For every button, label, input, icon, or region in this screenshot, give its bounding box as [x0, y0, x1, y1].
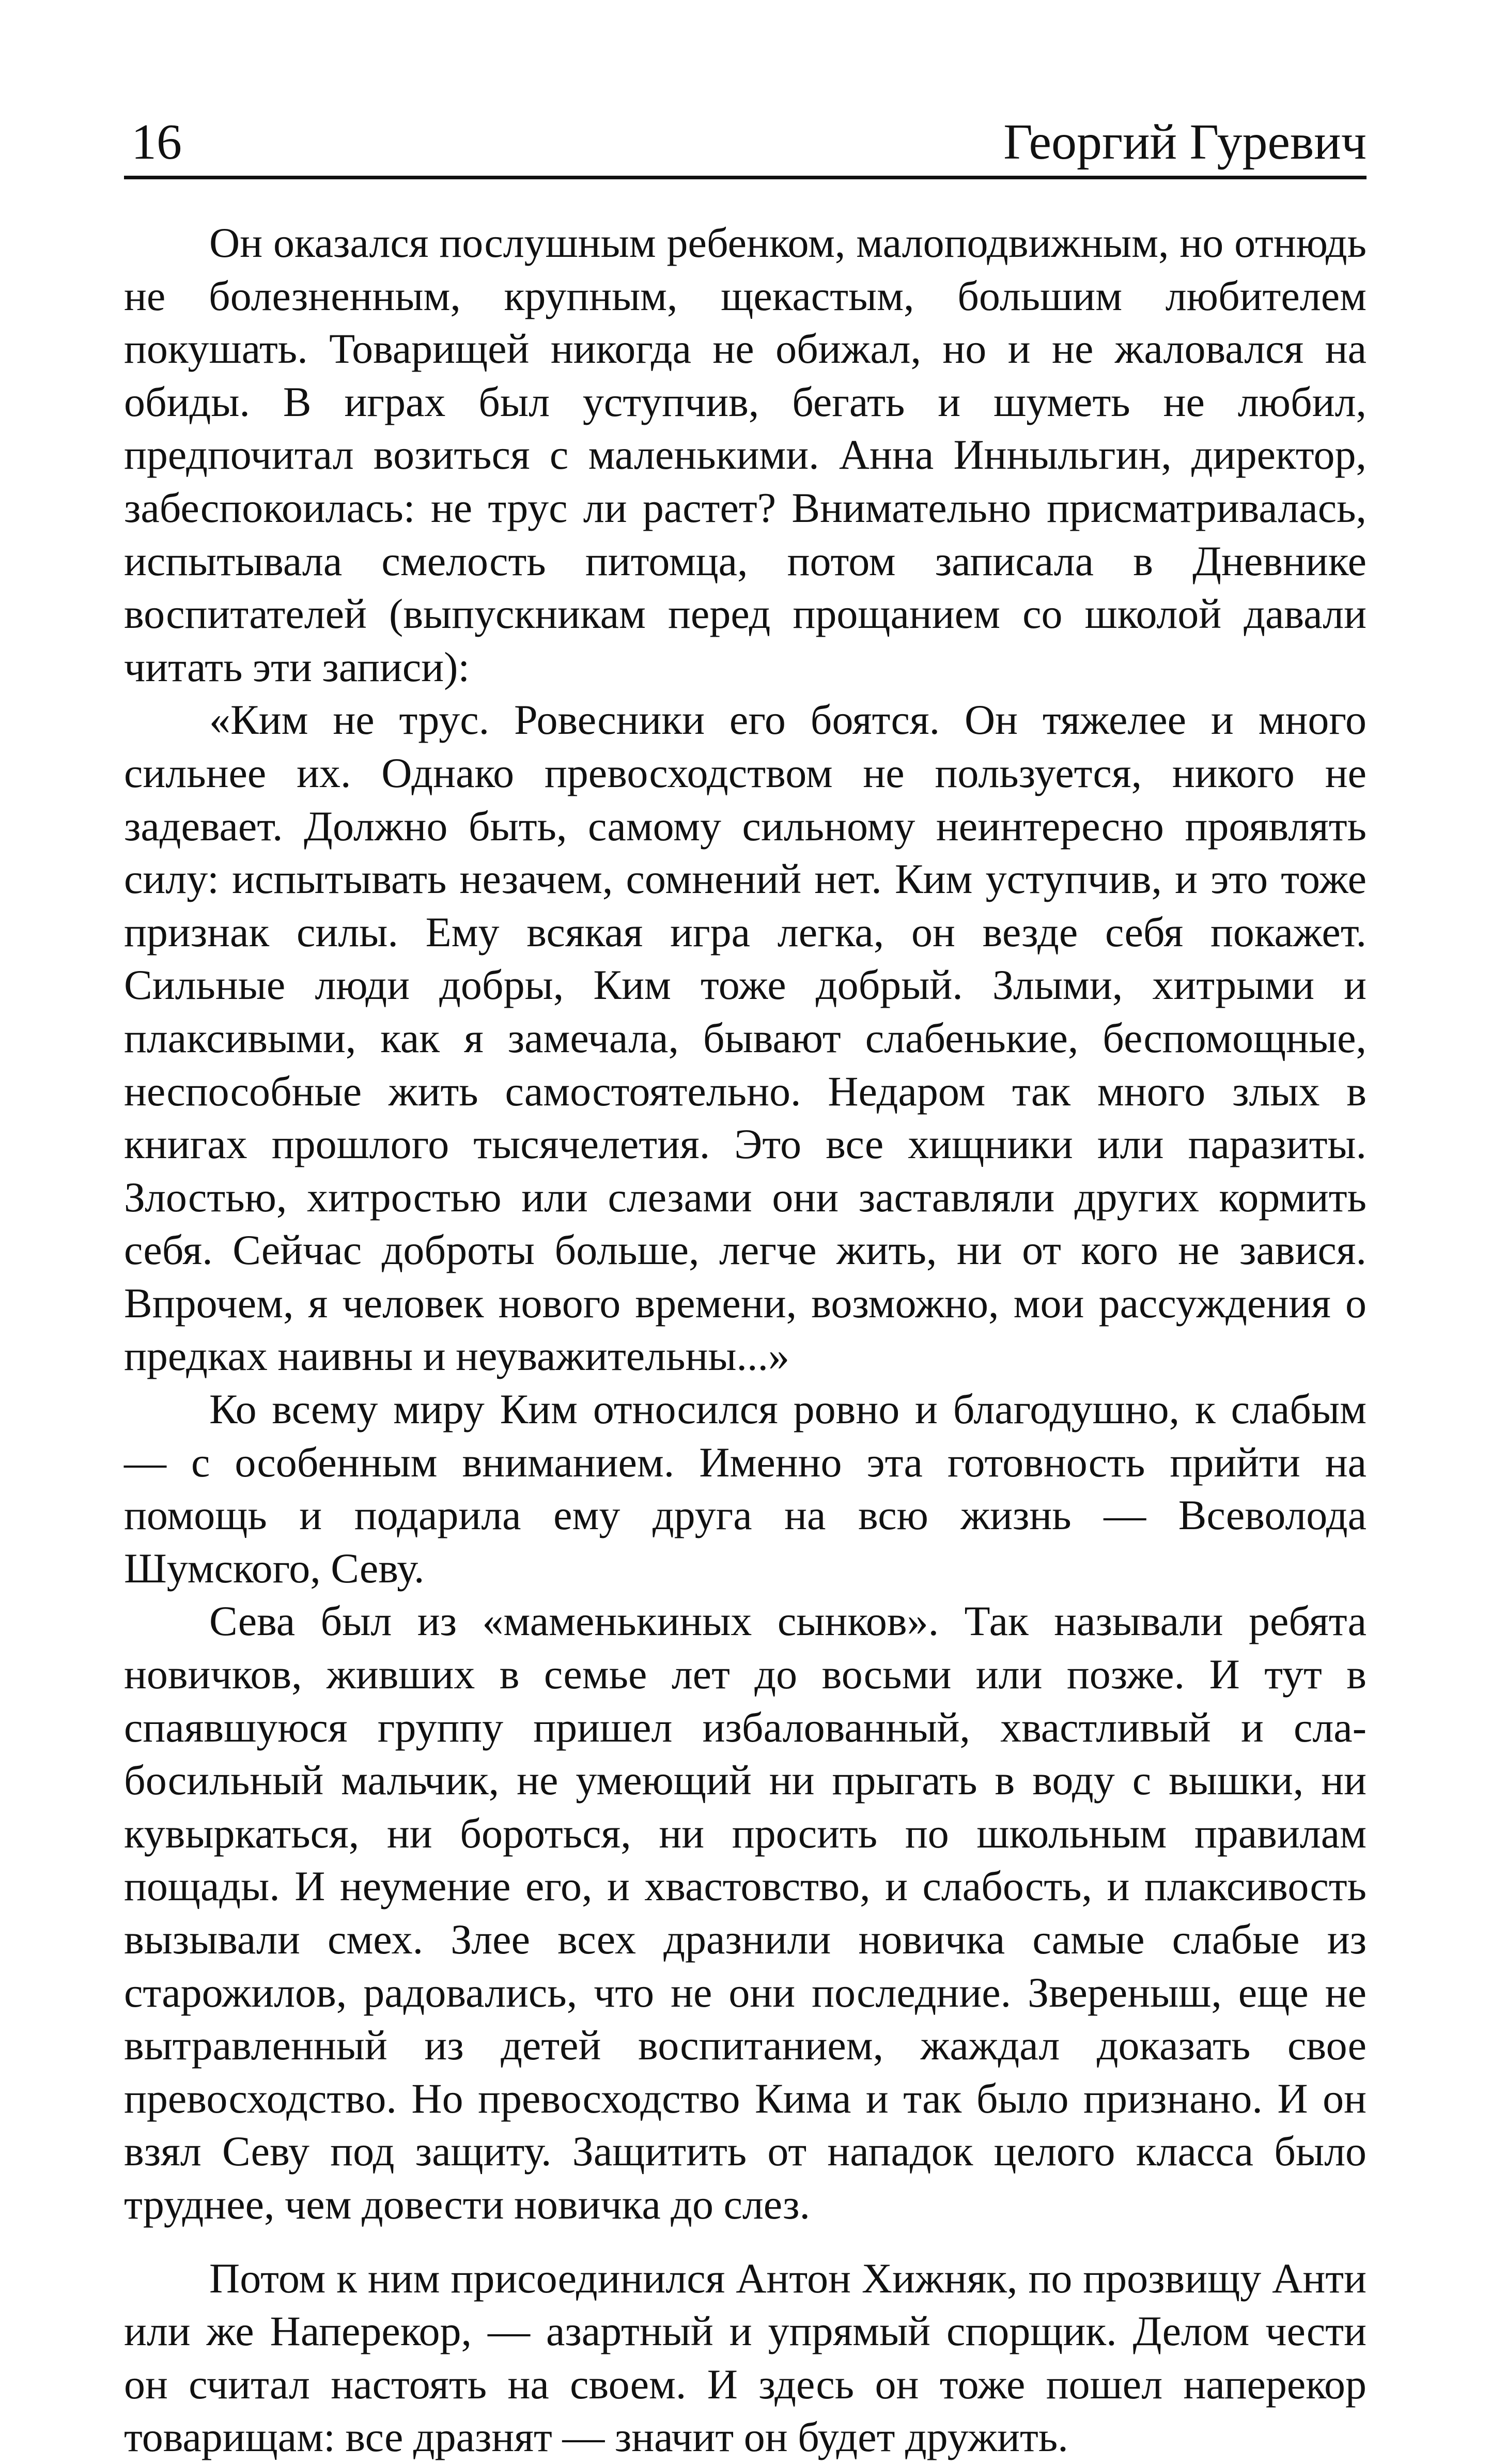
paragraph: Он оказался послушным ребенком, малоподвижным, но отнюдь не болезненным, крупным, щекастым, большим любителем покушать. Товарищей никогда не обижал, но и не жаловался на обиды. В играх был уступчив, бегать и шуметь не любил, предпочитал возиться с маленькими. Анна Инныльгин, директор, забеспокоилась: не трус ли растет? Внимательно присматривалась, испытывала смелость питомца, потом записала в Дневнике воспитателей (выпускникам перед прощанием со школой давали читать эти записи):	[124, 219, 1367, 690]
paragraph: «Ким не трус. Ровесники его боятся. Он тяжелее и много сильнее их. Однако превосходством не пользуется, никого не задевает. Должно быть, самому сильному неинтересно проявлять силу: испытывать незачем, сомнений нет. Ким уступчив, и это тоже признак силы. Ему всякая игра легка, он везде себя покажет. Сильные люди добры, Ким тоже добрый. Злыми, хитрыми и плаксивыми, как я замечала, бывают слабенькие, беспомощные, неспособные жить самостоятельно. Недаром так много злых в книгах прошлого тысячелетия. Это все хищники или паразиты. Злостью, хитростью или слезами они заставляли других кормить себя. Сейчас доброты больше, легче жить, ни от кого не завися. Впрочем, я человек нового времени, возможно, мои рассуждения о предках наивны и неуважительны...»	[124, 696, 1367, 1380]
page-number: 16	[131, 114, 182, 170]
paragraph: Ко всему миру Ким относился ровно и благодушно, к слабым — с особенным вниманием. Именно эта готовность прийти на помощь и подарила ему друга на всю жизнь — Всеволода Шумского, Севу.	[124, 1385, 1367, 1592]
book-page	[124, 103, 1367, 2464]
paragraph: Сева был из «маменькиных сынков». Так называли ребята новичков, живших в семье лет до восьми или позже. И тут в спаявшуюся группу пришел избалованный, хвастливый и слабосильный мальчик, не умеющий ни прыгать в воду с вышки, ни кувыркаться, ни бороться, ни просить по школьным правилам пощады. И неумение его, и хвастовство, и слабость, и плаксивость вызывали смех. Злее всех дразнили новичка самые слабые из старожилов, радовались, что не они последние. Звереныш, еще не вытравленный из детей воспитанием, жаждал доказать свое превосходство. Но превосходство Кима и так было признано. И он взял Севу под защиту. Защитить от нападок целого класса было труднее, чем довести новичка до слез.	[124, 1597, 1367, 2228]
paragraph: Потом к ним присоединился Антон Хижняк, по прозвищу Анти или же Наперекор, — азартный и упрямый спорщик. Делом чести он считал настоять на своем. И здесь он тоже пошел наперекор товарищам: все дразнят — значит он будет дружить.	[124, 2254, 1367, 2461]
running-title: Георгий Гуревич	[1003, 114, 1367, 170]
page-header	[124, 103, 1367, 179]
body-text	[124, 217, 1367, 2464]
